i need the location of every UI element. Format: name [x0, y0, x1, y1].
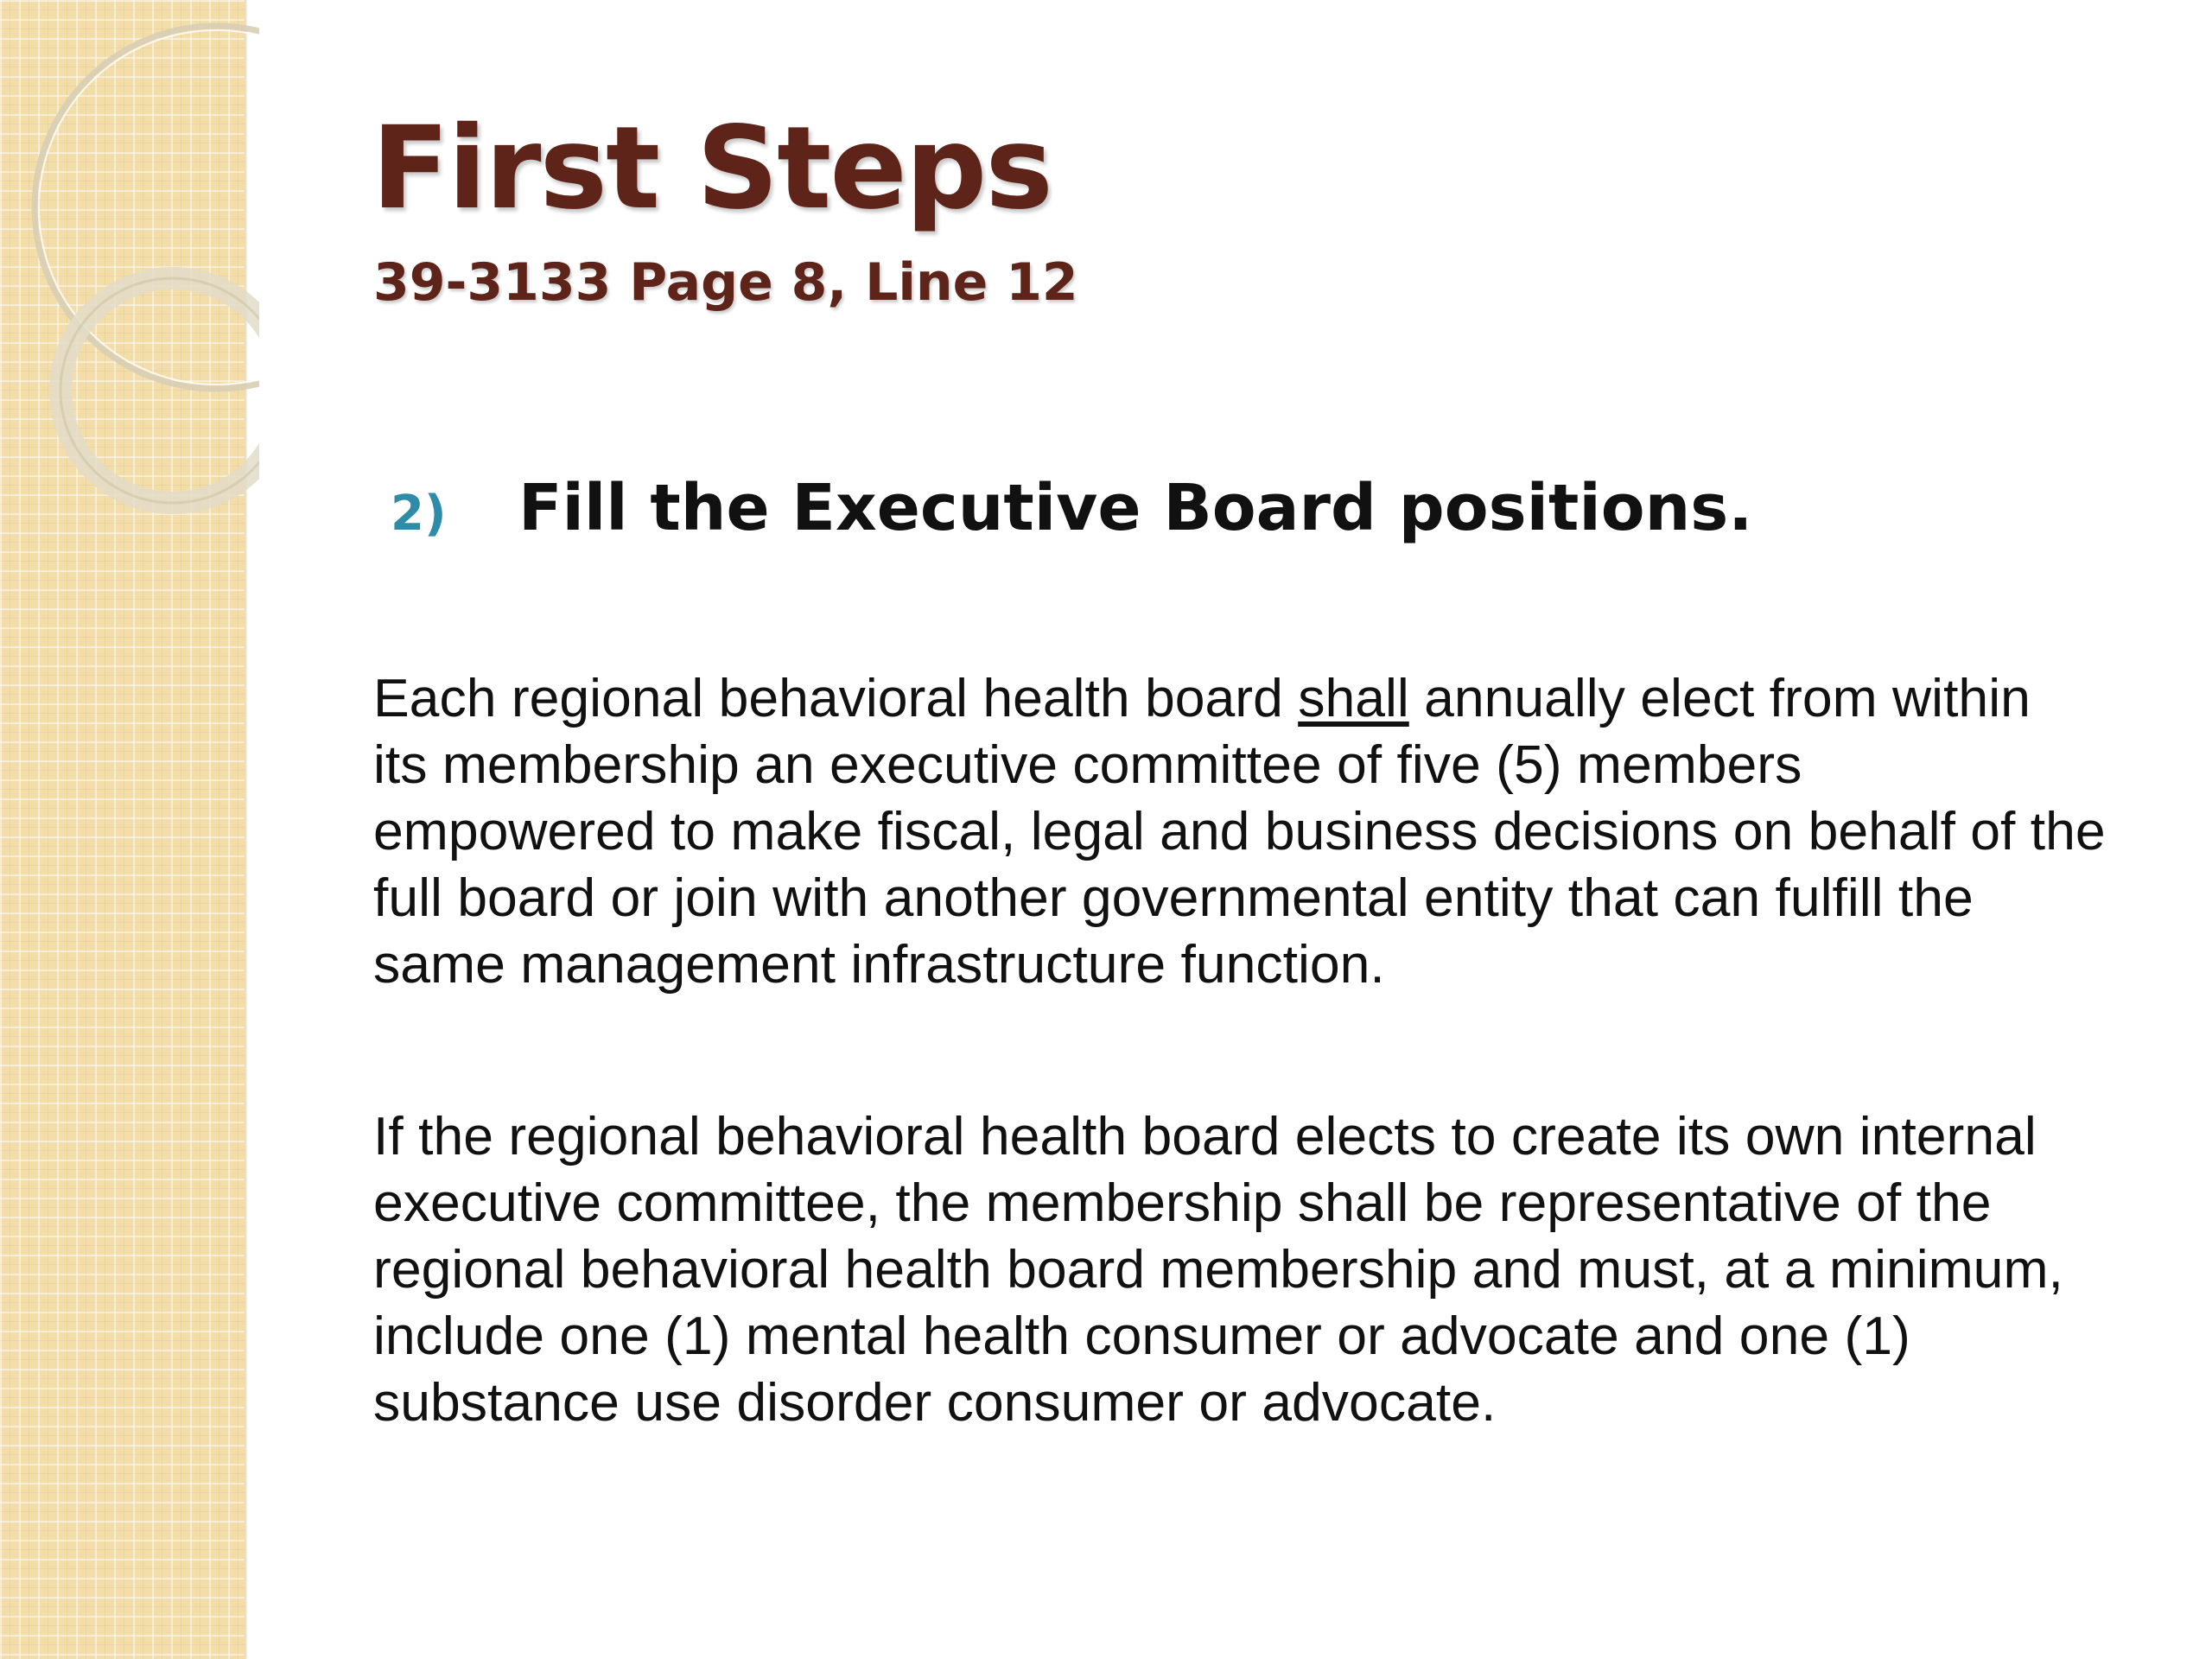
paragraph1-line1-before: Each regional behavioral health board — [373, 668, 1299, 728]
list-number: 2) — [391, 486, 447, 542]
numbered-list-item — [391, 471, 1752, 545]
paragraph1-line2: its membership an executive committee of five (5) members — [373, 734, 1802, 795]
paragraph2-line5: substance use disorder consumer or advocate. — [373, 1372, 1497, 1433]
paragraph2-line1: If the regional behavioral health board elects to create its own internal — [373, 1106, 2037, 1166]
underlined-shall: shall — [1298, 668, 1409, 728]
slide-title: First Steps — [372, 102, 1052, 235]
paragraph2-line3: regional behavioral health board membership and must, at a minimum, — [373, 1239, 2063, 1300]
paragraph2-line2: executive committee, the membership shall be representative of the — [373, 1173, 1992, 1233]
paragraph1-line1 — [373, 665, 2188, 732]
paragraph1-line1-after: annually elect from within — [1408, 668, 2031, 728]
paragraph1-line5: same management infrastructure function. — [373, 934, 1385, 995]
paragraph1-line4: full board or join with another governmental entity that can fulfill the — [373, 868, 1974, 928]
paragraph-executive-committee — [373, 665, 2188, 998]
list-item-text: Fill the Executive Board positions. — [518, 471, 1753, 545]
paragraph-internal-committee — [373, 1103, 2188, 1436]
paragraph2-line4: include one (1) mental health consumer or advocate and one (1) — [373, 1306, 1910, 1366]
decorative-sidebar — [0, 0, 245, 1659]
slide-subtitle: 39-3133 Page 8, Line 12 — [373, 252, 1078, 313]
paragraph1-line3: empowered to make fiscal, legal and business decisions on behalf of the — [373, 801, 2106, 861]
sidebar-edge — [245, 0, 248, 1659]
